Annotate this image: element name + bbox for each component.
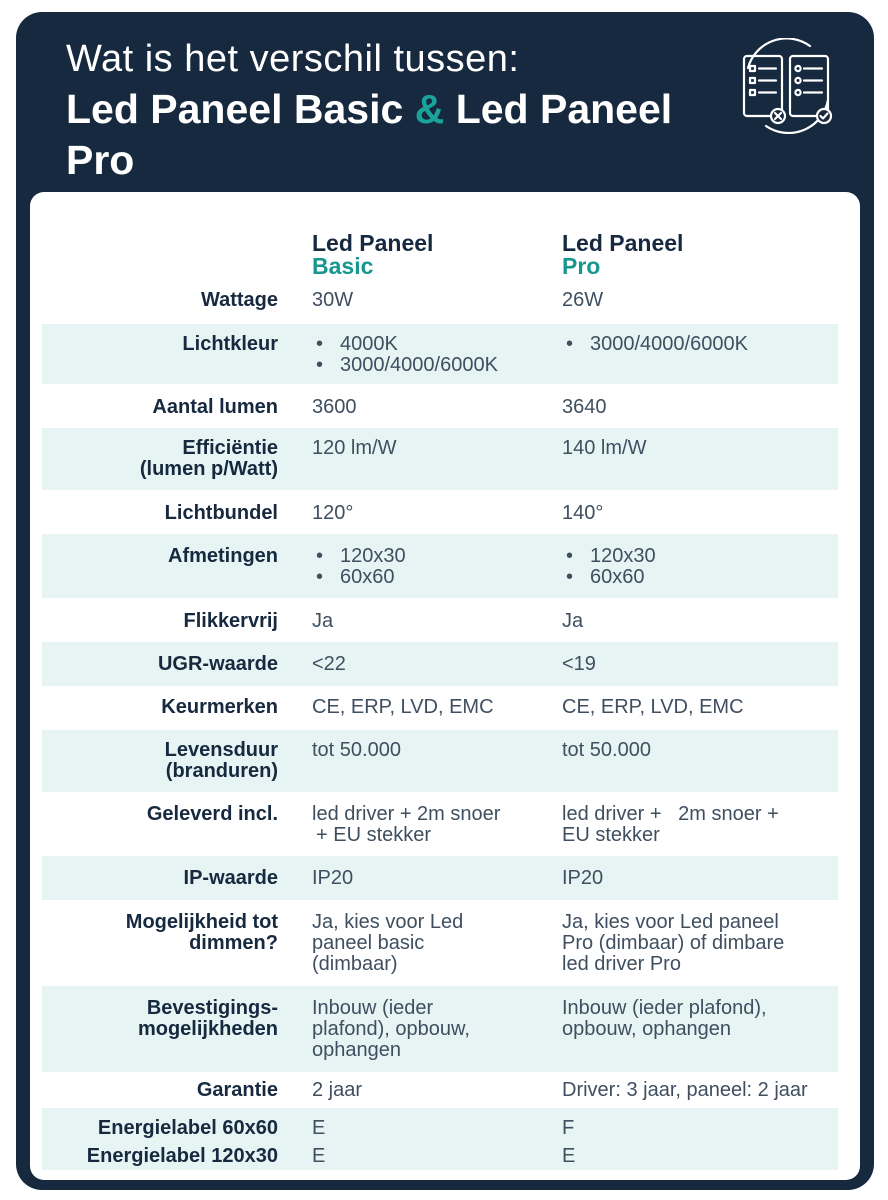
compare-checklist-icon (740, 38, 836, 134)
title-ampersand: & (414, 86, 445, 132)
row-label: Afmetingen (168, 545, 278, 567)
row-afmetingen (42, 534, 838, 598)
value-line: plafond), opbouw, (312, 1018, 470, 1040)
row-label-120x30: Energielabel 120x30 (86, 1145, 278, 1167)
value-pro (562, 998, 842, 1040)
row-label (42, 912, 278, 954)
value-line: opbouw, ophangen (562, 1018, 732, 1040)
row-label: IP-waarde (183, 867, 278, 889)
value-line: Ja, kies voor Led paneel (562, 911, 779, 933)
value-basic (312, 998, 548, 1061)
row-energielabel (42, 1108, 838, 1170)
title-pro: Led Paneel Pro (66, 86, 673, 183)
value-pro: tot 50.000 (562, 739, 651, 761)
value-basic-120x30: E (312, 1145, 326, 1167)
row-lumen (42, 384, 838, 428)
row-label (42, 438, 278, 480)
value-basic: tot 50.000 (312, 739, 401, 761)
value-basic: IP20 (312, 867, 354, 889)
row-levensduur (42, 730, 838, 792)
row-garantie (42, 1072, 838, 1108)
list-item: • 120x30 (312, 546, 548, 567)
value-pro: Driver: 3 jaar, paneel: 2 jaar (562, 1079, 808, 1101)
value-line: led driver Pro (562, 953, 681, 975)
value-basic: 30W (312, 289, 354, 311)
comparison-table (30, 192, 860, 1180)
row-label: UGR-waarde (157, 653, 278, 675)
value-pro: 26W (562, 289, 604, 311)
value-basic: Ja (312, 610, 334, 632)
value-basic: <22 (312, 653, 346, 675)
row-lichtkleur (42, 324, 838, 384)
value-line: paneel basic (312, 932, 425, 954)
list-item: • 3000/4000/6000K (562, 334, 842, 355)
value-line: + EU stekker (316, 824, 432, 846)
column-pro-line1: Led Paneel (562, 230, 684, 256)
column-basic-line1: Led Paneel (312, 230, 434, 256)
value-basic: CE, ERP, LVD, EMC (312, 696, 494, 718)
row-label: Lichtkleur (182, 333, 278, 355)
row-keurmerken (42, 686, 838, 730)
value-pro: 140 lm/W (562, 437, 647, 459)
value-pro: <19 (562, 653, 596, 675)
value-pro (562, 804, 842, 846)
row-label: Wattage (200, 289, 278, 311)
value-pro (562, 334, 842, 355)
row-label: Geleverd incl. (146, 803, 278, 825)
value-pro: IP20 (562, 867, 604, 889)
header-title (66, 84, 706, 186)
value-basic (312, 912, 548, 975)
value-line: ophangen (312, 1039, 401, 1061)
value-line: EU stekker (562, 824, 660, 846)
value-basic (312, 334, 548, 376)
value-pro: Ja (562, 610, 584, 632)
list-item: • 60x60 (312, 567, 548, 588)
row-wattage (42, 280, 838, 324)
column-header-pro (562, 232, 683, 278)
list-item: • 3000/4000/6000K (312, 355, 548, 376)
row-bevestiging (42, 986, 838, 1072)
value-basic: 120° (312, 502, 354, 524)
row-label: Aantal lumen (152, 396, 278, 418)
row-label-line2: dimmen? (189, 932, 278, 954)
list-item: • 4000K (312, 334, 548, 355)
row-label: Lichtbundel (164, 502, 278, 524)
row-dimmen (42, 900, 838, 986)
row-ip (42, 856, 838, 900)
value-line: Inbouw (ieder plafond), (562, 997, 767, 1019)
row-label: Garantie (196, 1079, 278, 1101)
row-label-60x60: Energielabel 60x60 (97, 1117, 278, 1139)
row-label-line1: Mogelijkheid tot (125, 911, 278, 933)
value-line: (dimbaar) (312, 953, 398, 975)
row-label-line2: (lumen p/Watt) (139, 458, 278, 480)
value-basic-60x60: E (312, 1117, 326, 1139)
row-flikkervrij (42, 598, 838, 642)
value-line: Inbouw (ieder (312, 997, 434, 1019)
value-basic: 3600 (312, 396, 357, 418)
row-efficientie (42, 428, 838, 490)
value-basic: 2 jaar (312, 1079, 363, 1101)
row-geleverd (42, 792, 838, 856)
list-item: • 120x30 (562, 546, 842, 567)
row-label-line1: Levensduur (164, 739, 278, 761)
value-pro: 140° (562, 502, 604, 524)
row-label (42, 998, 278, 1040)
column-pro-line2: Pro (562, 253, 601, 279)
header-subtitle: Wat is het verschil tussen: (66, 38, 520, 80)
row-label: Flikkervrij (183, 610, 278, 632)
value-pro: 3640 (562, 396, 607, 418)
value-line: Ja, kies voor Led (312, 911, 464, 933)
row-label: Keurmerken (161, 696, 278, 718)
row-label (42, 740, 278, 782)
title-basic: Led Paneel Basic (66, 86, 404, 132)
row-label-line2: mogelijkheden (137, 1018, 278, 1040)
column-header-basic (312, 232, 433, 278)
row-label-line2: (branduren) (165, 760, 278, 782)
value-basic (312, 804, 548, 846)
list-item: • 60x60 (562, 567, 842, 588)
value-line: led driver + 2m snoer + (562, 803, 779, 825)
value-line: led driver + 2m snoer (312, 803, 501, 825)
value-pro-60x60: F (562, 1117, 575, 1139)
header (66, 36, 706, 186)
value-line: Pro (dimbaar) of dimbare (562, 932, 785, 954)
column-basic-line2: Basic (312, 253, 374, 279)
value-pro-120x30: E (562, 1145, 576, 1167)
infographic-card (16, 12, 874, 1190)
row-label-line1: Efficiëntie (182, 437, 278, 459)
row-label-line1: Bevestigings- (146, 997, 278, 1019)
value-pro: CE, ERP, LVD, EMC (562, 696, 744, 718)
row-lichtbundel (42, 490, 838, 534)
value-pro (562, 546, 842, 588)
value-basic (312, 546, 548, 588)
value-pro (562, 912, 842, 975)
row-ugr (42, 642, 838, 686)
value-basic: 120 lm/W (312, 437, 397, 459)
